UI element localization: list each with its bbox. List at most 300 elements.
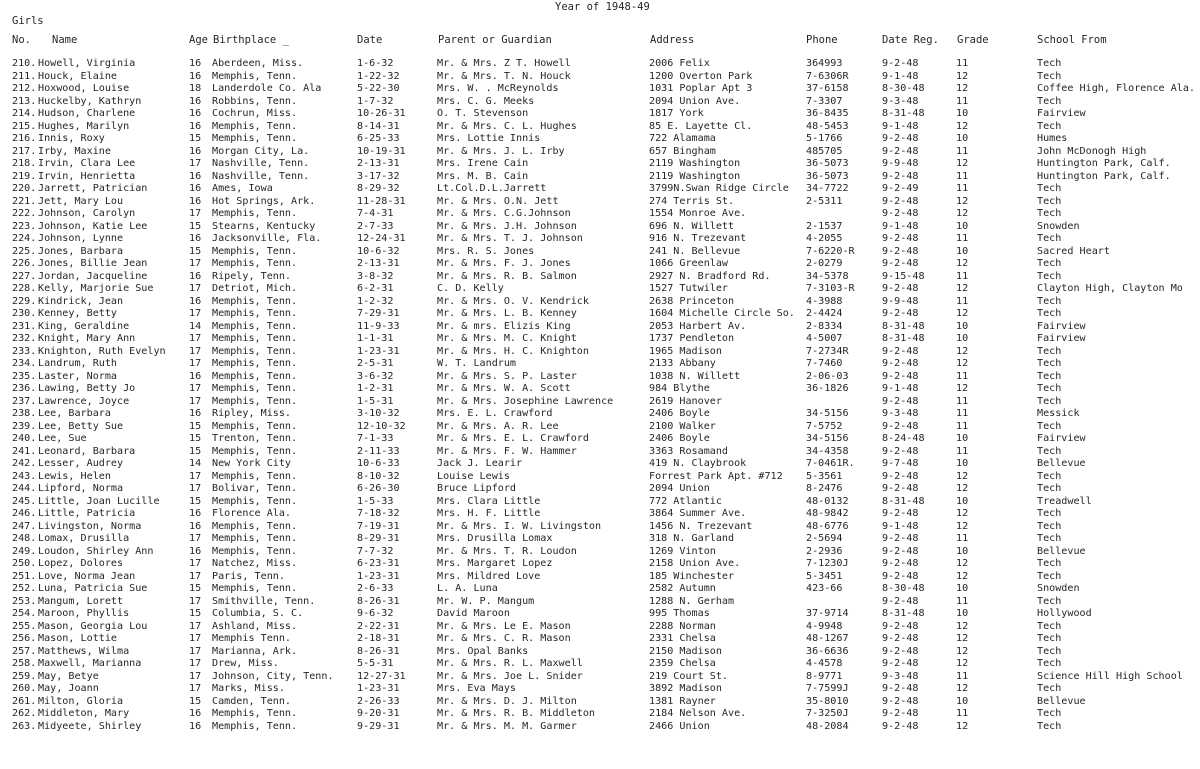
student-number: 250. [12, 558, 37, 569]
student-address: 1554 Monroe Ave. [649, 208, 747, 219]
student-number: 223. [12, 220, 37, 232]
student-birthplace: New York City [212, 458, 292, 469]
parent-guardian: Jack J. Learir [437, 458, 523, 469]
student-phone: 4-2055 [806, 233, 843, 244]
student-address: 995 Thomas [649, 608, 710, 619]
student-birthplace: Memphis, Tenn. [212, 133, 298, 144]
student-address: 2619 Hanover [649, 395, 722, 407]
registration-date: 8-31-48 [882, 608, 925, 619]
student-birthplace: Drew, Miss. [212, 658, 279, 669]
parent-guardian: Mr. & Mrs. C.G.Johnson [437, 208, 571, 219]
student-name: Jett, Mary Lou [38, 195, 124, 207]
student-grade: 12 [956, 570, 969, 582]
student-age: 16 [189, 708, 202, 719]
table-row [0, 321, 1200, 334]
table-row [0, 83, 1200, 96]
registration-date: 9-1-48 [882, 383, 919, 394]
student-age: 16 [189, 370, 202, 382]
birth-date: 8-26-31 [357, 595, 400, 607]
parent-guardian: Mr. & Mrs. Z T. Howell [437, 58, 571, 69]
student-name: Landrum, Ruth [38, 358, 118, 369]
student-address: 696 N. Willett [649, 220, 735, 232]
student-name: Little, Joan Lucille [38, 495, 160, 507]
student-grade: 12 [956, 258, 969, 269]
table-row [0, 133, 1200, 146]
birth-date: 2-13-31 [357, 158, 400, 169]
school-from: Snowden [1037, 583, 1080, 594]
school-from: Huntington Park, Calf. [1037, 158, 1171, 169]
table-row [0, 258, 1200, 271]
student-grade: 12 [956, 683, 969, 694]
table-row [0, 583, 1200, 596]
student-age: 16 [189, 195, 202, 207]
student-address: 1527 Tutwiler [649, 283, 729, 294]
student-phone: 4-4578 [806, 658, 843, 669]
birth-date: 1-6-32 [357, 58, 394, 69]
school-from: Fairview [1037, 108, 1086, 119]
registration-date: 8-31-48 [882, 495, 925, 507]
student-grade: 11 [956, 145, 969, 157]
header-birthplace: Birthplace _ [213, 34, 289, 46]
student-address: 2406 Boyle [649, 433, 710, 444]
student-number: 221. [12, 195, 37, 207]
student-grade: 12 [956, 195, 969, 207]
student-grade: 11 [956, 395, 969, 407]
registration-date: 9-2-48 [882, 245, 919, 257]
birth-date: 6-2-31 [357, 283, 394, 294]
birth-date: 1-23-31 [357, 345, 400, 357]
student-birthplace: Columbia, S. C. [212, 608, 304, 619]
registration-date: 9-9-48 [882, 295, 919, 307]
birth-date: 8-14-31 [357, 120, 400, 132]
student-birthplace: Paris, Tenn. [212, 570, 285, 582]
school-from: Coffee High, Florence Ala. [1037, 83, 1196, 94]
student-address: 3363 Rosamand [649, 445, 729, 457]
registration-date: 9-2-49 [882, 183, 919, 194]
student-phone: 2-1537 [806, 220, 843, 232]
student-phone: 7-1230J [806, 558, 849, 569]
registration-date: 9-2-48 [882, 370, 919, 382]
school-from: Tech [1037, 708, 1062, 719]
student-address: 274 Terris St. [649, 195, 735, 207]
student-number: 231. [12, 320, 37, 332]
registration-date: 9-2-48 [882, 620, 919, 632]
parent-guardian: L. A. Luna [437, 583, 498, 594]
student-address: 318 N. Garland [649, 533, 735, 544]
student-phone: 364993 [806, 58, 843, 69]
student-number: 263. [12, 720, 37, 732]
student-grade: 12 [956, 470, 969, 482]
birth-date: 3-10-32 [357, 408, 400, 419]
school-from: Tech [1037, 595, 1062, 607]
registration-date: 9-2-48 [882, 545, 919, 557]
table-row [0, 408, 1200, 421]
school-from: Tech [1037, 95, 1062, 107]
student-phone: 36-5073 [806, 170, 849, 182]
school-from: Messick [1037, 408, 1080, 419]
student-grade: 10 [956, 608, 969, 619]
student-number: 211. [12, 70, 37, 82]
birth-date: 1-2-32 [357, 295, 394, 307]
student-number: 245. [12, 495, 37, 507]
student-birthplace: Memphis, Tenn. [212, 395, 298, 407]
student-number: 251. [12, 570, 37, 582]
student-phone: 34-7722 [806, 183, 849, 194]
student-birthplace: Hot Springs, Ark. [212, 195, 316, 207]
student-phone: 8-2476 [806, 483, 843, 494]
table-row [0, 721, 1200, 734]
student-age: 15 [189, 583, 202, 594]
registration-date: 9-2-48 [882, 683, 919, 694]
student-age: 17 [189, 208, 202, 219]
school-from: Tech [1037, 620, 1062, 632]
student-phone: 36-5073 [806, 158, 849, 169]
birth-date: 12-27-31 [357, 670, 406, 682]
school-from: Tech [1037, 470, 1062, 482]
student-birthplace: Ripley, Miss. [212, 408, 292, 419]
student-birthplace: Cochrun, Miss. [212, 108, 298, 119]
student-phone: 4-9948 [806, 620, 843, 632]
student-phone: 37-9714 [806, 608, 849, 619]
student-address: 1456 N. Trezevant [649, 520, 753, 532]
student-birthplace: Memphis, Tenn. [212, 333, 298, 344]
parent-guardian: Mr. & Mrs. I. W. Livingston [437, 520, 602, 532]
registration-date: 8-31-48 [882, 333, 925, 344]
table-row [0, 508, 1200, 521]
student-number: 233. [12, 345, 37, 357]
parent-guardian: O. T. Stevenson [437, 108, 529, 119]
student-address: 2359 Chelsa [649, 658, 716, 669]
school-from: John McDonogh High [1037, 145, 1147, 157]
student-name: Lewis, Helen [38, 470, 111, 482]
student-address: 1965 Madison [649, 345, 722, 357]
student-grade: 11 [956, 183, 969, 194]
table-row [0, 383, 1200, 396]
student-grade: 12 [956, 158, 969, 169]
student-birthplace: Memphis, Tenn. [212, 495, 298, 507]
birth-date: 2-5-31 [357, 358, 394, 369]
registration-date: 9-15-48 [882, 270, 925, 282]
table-row [0, 158, 1200, 171]
table-row [0, 521, 1200, 534]
student-birthplace: Camden, Tenn. [212, 695, 292, 707]
birth-date: 12-24-31 [357, 233, 406, 244]
student-age: 16 [189, 145, 202, 157]
student-grade: 12 [956, 520, 969, 532]
birth-date: 10-6-33 [357, 458, 400, 469]
birth-date: 2-6-33 [357, 583, 394, 594]
student-birthplace: Landerdole Co. Ala [212, 83, 322, 94]
table-row [0, 146, 1200, 159]
student-age: 17 [189, 658, 202, 669]
school-from: Tech [1037, 370, 1062, 382]
school-from: Tech [1037, 183, 1062, 194]
student-phone: 2-0279 [806, 258, 843, 269]
registration-date: 9-2-48 [882, 133, 919, 144]
student-grade: 11 [956, 170, 969, 182]
student-age: 16 [189, 508, 202, 519]
registration-date: 9-2-48 [882, 58, 919, 69]
student-grade: 10 [956, 320, 969, 332]
birth-date: 2-26-33 [357, 695, 400, 707]
parent-guardian: Mrs. R. S. Jones [437, 245, 535, 257]
parent-guardian: Mrs. Lottie Innis [437, 133, 541, 144]
student-number: 262. [12, 708, 37, 719]
student-address: 2466 Union [649, 720, 710, 732]
parent-guardian: Mrs. H. F. Little [437, 508, 541, 519]
school-from: Tech [1037, 445, 1062, 457]
birth-date: 7-4-31 [357, 208, 394, 219]
student-birthplace: Memphis, Tenn. [212, 533, 298, 544]
birth-date: 8-26-31 [357, 645, 400, 657]
school-from: Science Hill High School [1037, 670, 1183, 682]
student-birthplace: Memphis, Tenn. [212, 120, 298, 132]
student-name: Huckelby, Kathryn [38, 95, 142, 107]
student-age: 15 [189, 695, 202, 707]
student-birthplace: Memphis, Tenn. [212, 308, 298, 319]
school-from: Tech [1037, 533, 1062, 544]
student-age: 17 [189, 595, 202, 607]
birth-date: 7-7-32 [357, 545, 394, 557]
student-phone: 7-3250J [806, 708, 849, 719]
student-address: 2406 Boyle [649, 408, 710, 419]
student-address: 1604 Michelle Circle So. [649, 308, 795, 319]
table-row [0, 308, 1200, 321]
student-address: 185 Winchester [649, 570, 735, 582]
parent-guardian: Mrs. C. G. Meeks [437, 95, 535, 107]
school-from: Tech [1037, 508, 1062, 519]
student-address: 2582 Autumn [649, 583, 716, 594]
table-row [0, 646, 1200, 659]
student-phone: 5-3561 [806, 470, 843, 482]
registration-date: 9-2-48 [882, 483, 919, 494]
header-age: Age [189, 34, 208, 46]
student-birthplace: Memphis, Tenn. [212, 445, 298, 457]
registration-date: 9-2-48 [882, 570, 919, 582]
student-birthplace: Bolivar, Tenn. [212, 483, 298, 494]
student-phone: 423-66 [806, 583, 843, 594]
table-row [0, 546, 1200, 559]
table-row [0, 621, 1200, 634]
student-age: 15 [189, 445, 202, 457]
student-grade: 11 [956, 533, 969, 544]
student-address: 1737 Pendleton [649, 333, 735, 344]
student-address: 3864 Summer Ave. [649, 508, 747, 519]
student-name: Lesser, Audrey [38, 458, 124, 469]
school-from: Tech [1037, 633, 1062, 644]
student-grade: 11 [956, 408, 969, 419]
student-grade: 11 [956, 445, 969, 457]
student-age: 15 [189, 495, 202, 507]
student-birthplace: Memphis, Tenn. [212, 70, 298, 82]
student-age: 14 [189, 320, 202, 332]
header-name: Name [52, 34, 78, 46]
table-row [0, 121, 1200, 134]
registration-date: 9-2-48 [882, 283, 919, 294]
student-birthplace: Nashville, Tenn. [212, 170, 310, 182]
table-row [0, 58, 1200, 71]
student-grade: 10 [956, 108, 969, 119]
student-address: 916 N. Trezevant [649, 233, 747, 244]
student-birthplace: Morgan City, La. [212, 145, 310, 157]
student-phone: 48-9842 [806, 508, 849, 519]
student-age: 17 [189, 570, 202, 582]
school-from: Tech [1037, 195, 1062, 207]
student-age: 17 [189, 158, 202, 169]
student-grade: 12 [956, 558, 969, 569]
parent-guardian: Mrs. Opal Banks [437, 645, 529, 657]
registration-date: 9-2-48 [882, 345, 919, 357]
student-number: 222. [12, 208, 37, 219]
birth-date: 7-1-33 [357, 433, 394, 444]
student-phone: 34-5378 [806, 270, 849, 282]
student-name: Lopez, Dolores [38, 558, 124, 569]
student-grade: 12 [956, 358, 969, 369]
student-grade: 10 [956, 220, 969, 232]
student-number: 247. [12, 520, 37, 532]
student-name: Lipford, Norma [38, 483, 124, 494]
header-address: Address [650, 34, 695, 46]
student-table [0, 58, 1200, 733]
student-number: 254. [12, 608, 37, 619]
registration-date: 9-2-48 [882, 395, 919, 407]
school-from: Tech [1037, 558, 1062, 569]
student-grade: 11 [956, 670, 969, 682]
registration-date: 8-30-48 [882, 83, 925, 94]
student-name: Hudson, Charlene [38, 108, 136, 119]
student-phone: 48-0132 [806, 495, 849, 507]
student-name: Lawrence, Joyce [38, 395, 130, 407]
student-age: 17 [189, 483, 202, 494]
student-address: 2927 N. Bradford Rd. [649, 270, 771, 282]
student-address: Forrest Park Apt. #712 [649, 470, 783, 482]
parent-guardian: Mr. & Mrs. J.H. Johnson [437, 220, 577, 232]
student-number: 226. [12, 258, 37, 269]
registration-date: 9-2-48 [882, 658, 919, 669]
student-phone: 2-8334 [806, 320, 843, 332]
table-row [0, 333, 1200, 346]
header-phone: Phone [806, 34, 838, 46]
birth-date: 6-26-30 [357, 483, 400, 494]
birth-date: 5-22-30 [357, 83, 400, 94]
parent-guardian: Mr. & Mrs. Josephine Lawrence [437, 395, 614, 407]
student-number: 255. [12, 620, 37, 632]
birth-date: 1-1-31 [357, 333, 394, 344]
header-school: School From [1037, 34, 1107, 46]
parent-guardian: Mrs. W. . McReynolds [437, 83, 559, 94]
student-age: 17 [189, 620, 202, 632]
birth-date: 9-29-31 [357, 720, 400, 732]
birth-date: 2-11-33 [357, 445, 400, 457]
student-birthplace: Memphis, Tenn. [212, 708, 298, 719]
student-name: Irvin, Clara Lee [38, 158, 136, 169]
student-number: 246. [12, 508, 37, 519]
student-number: 241. [12, 445, 37, 457]
student-name: Irvin, Henrietta [38, 170, 136, 182]
student-name: Irby, Maxine [38, 145, 111, 157]
student-address: 1200 Overton Park [649, 70, 753, 82]
school-from: Tech [1037, 658, 1062, 669]
registration-date: 8-30-48 [882, 583, 925, 594]
school-from: Tech [1037, 208, 1062, 219]
student-age: 17 [189, 683, 202, 694]
student-birthplace: Robbins, Tenn. [212, 95, 298, 107]
school-from: Humes [1037, 133, 1068, 144]
registration-date: 9-2-48 [882, 645, 919, 657]
student-age: 16 [189, 183, 202, 194]
student-name: Livingston, Norma [38, 520, 142, 532]
student-birthplace: Memphis, Tenn. [212, 245, 298, 257]
student-phone: 36-1826 [806, 383, 849, 394]
student-phone: 48-2084 [806, 720, 849, 732]
birth-date: 5-5-31 [357, 658, 394, 669]
parent-guardian: Mrs. Margaret Lopez [437, 558, 553, 569]
student-name: Mangum, Lorett [38, 595, 124, 607]
birth-date: 2-13-31 [357, 258, 400, 269]
student-phone: 2-5694 [806, 533, 843, 544]
student-age: 17 [189, 633, 202, 644]
student-grade: 10 [956, 458, 969, 469]
student-age: 17 [189, 533, 202, 544]
table-row [0, 596, 1200, 609]
student-birthplace: Ashland, Miss. [212, 620, 298, 632]
student-phone: 7-3103-R [806, 283, 855, 294]
student-number: 234. [12, 358, 37, 369]
student-age: 17 [189, 395, 202, 407]
student-phone: 2-5311 [806, 195, 843, 207]
student-phone: 37-6158 [806, 83, 849, 94]
registration-date: 9-1-48 [882, 120, 919, 132]
student-name: Howell, Virginia [38, 58, 136, 69]
student-number: 257. [12, 645, 37, 657]
birth-date: 7-29-31 [357, 308, 400, 319]
student-age: 15 [189, 608, 202, 619]
student-name: Lee, Barbara [38, 408, 111, 419]
student-age: 17 [189, 333, 202, 344]
birth-date: 9-20-31 [357, 708, 400, 719]
student-name: Knighton, Ruth Evelyn [38, 345, 166, 357]
school-from: Tech [1037, 308, 1062, 319]
student-number: 261. [12, 695, 37, 707]
student-name: Jones, Billie Jean [38, 258, 148, 269]
student-name: Kindrick, Jean [38, 295, 124, 307]
student-age: 16 [189, 170, 202, 182]
student-birthplace: Stearns, Kentucky [212, 220, 316, 232]
parent-guardian: Mr. & Mrs. Joe L. Snider [437, 670, 583, 682]
parent-guardian: Mr. & Mrs. T. J. Johnson [437, 233, 583, 244]
registration-date: 9-9-48 [882, 158, 919, 169]
school-from: Tech [1037, 358, 1062, 369]
student-age: 16 [189, 58, 202, 69]
student-grade: 11 [956, 370, 969, 382]
birth-date: 1-5-33 [357, 495, 394, 507]
student-phone: 8-9771 [806, 670, 843, 682]
school-from: Tech [1037, 345, 1062, 357]
table-row [0, 108, 1200, 121]
page-title: Year of 1948-49 [555, 1, 650, 13]
parent-guardian: Mr. & Mrs. L. B. Kenney [437, 308, 577, 319]
registration-date: 9-2-48 [882, 258, 919, 269]
student-name: Johnson, Katie Lee [38, 220, 148, 232]
parent-guardian: Mr. & Mrs. R. L. Maxwell [437, 658, 583, 669]
student-number: 217. [12, 145, 37, 157]
birth-date: 3-6-32 [357, 370, 394, 382]
student-number: 228. [12, 283, 37, 294]
student-age: 17 [189, 383, 202, 394]
registration-date: 9-2-48 [882, 358, 919, 369]
student-number: 235. [12, 370, 37, 382]
parent-guardian: Mrs. E. L. Crawford [437, 408, 553, 419]
